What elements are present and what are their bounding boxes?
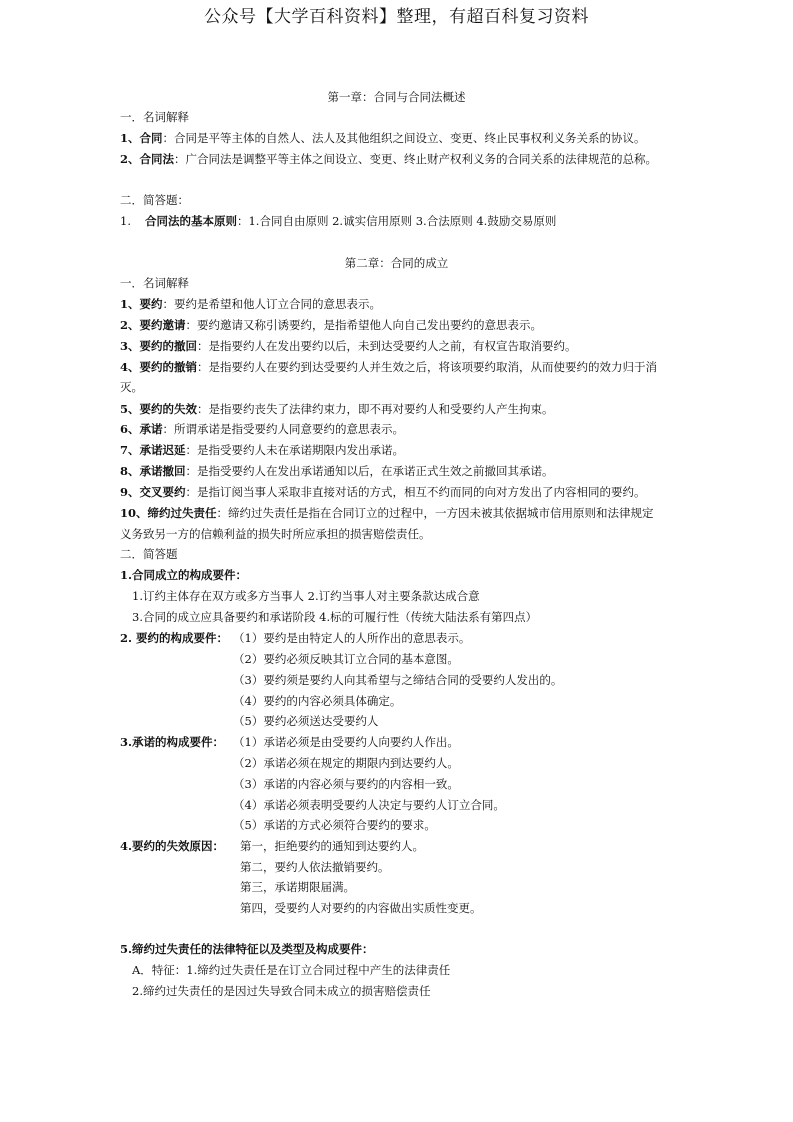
ch2-term-6 [120,421,404,437]
question-answer: ：1.合同自由原则 2.诚实信用原则 3.合法原则 4.鼓励交易原则 [236,214,557,228]
ch2-question-2-item: （1）要约是由特定人的人所作出的意思表示。 [233,631,471,645]
ch2-question-2-item: （2）要约必须反映其订立合同的基本意图。 [233,652,459,666]
ch2-question-3-item: （2）承诺必须在规定的期限内到达要约人。 [233,756,459,770]
term-definition: ：是指受要约人未在承诺期限内发出承诺。 [185,443,405,457]
term-definition: ：是指订阅当事人采取非直接对话的方式，相互不约而同的向对方发出了内容相同的要约。 [185,485,646,499]
term-definition: ：所谓承诺是指受要约人同意要约的意思表示。 [162,422,405,436]
ch2-question-5-line-2: 2.缔约过失责任的是因过失导致合同未成立的损害赔偿责任 [132,984,431,998]
term-definition: ：广合同法是调整平等主体之间设立、变更、终止财产权利义务的合同关系的法律规范的总称。 [174,152,658,166]
term-definition: ：是指要约丧失了法律约束力，即不再对要约人和受要约人产生拘束。 [197,402,554,416]
term-definition: ：合同是平等主体的自然人、法人及其他组织之间设立、变更、终止民事权利义务关系的协议。 [162,131,646,145]
ch1-section-questions: 二．简答题： [120,193,189,207]
chapter-2-title: 第二章：合同的成立 [344,256,449,270]
ch2-question-4-title [120,838,224,854]
ch2-question-3-item: （5）承诺的方式必须符合要约的要求。 [233,818,436,832]
term-label: 2、要约邀请 [120,318,186,332]
term-definition: ：是指要约人在发出要约以后，未到达受要约人之前，有权宣告取消要约。 [197,339,577,353]
ch2-question-5-line-1: A．特征：1.缔约过失责任是在订立合同过程中产生的法律责任 [132,963,451,977]
ch2-question-1-line-2: 3.合同的成立应具备要约和承诺阶段 4.标的可履行性（传统大陆法系有第四点） [132,610,538,624]
ch2-term-10-continued: 义务致另一方的信赖利益的损失时所应承担的损害赔偿责任。 [120,527,431,541]
term-label: 8、承诺撤回 [120,464,186,478]
ch2-question-4-item: 第一，拒绝要约的通知到达要约人。 [240,839,424,853]
ch2-question-2-item: （5）要约必须送达受要约人 [233,714,379,728]
ch2-term-10 [120,505,654,521]
question-title: 5.缔约过失责任的法律特征以及类型及构成要件： [120,942,374,956]
ch2-term-4-continued: 灭。 [120,380,143,394]
term-label: 9、交叉要约 [120,485,186,499]
term-label: 1、合同 [120,131,163,145]
question-title: 4.要约的失效原因： [120,839,225,853]
ch2-question-4-item: 第三，承诺期限届满。 [240,880,355,894]
term-label: 7、承诺迟延 [120,443,186,457]
term-label: 2、合同法 [120,152,175,166]
term-label: 5、要约的失效 [120,402,198,416]
ch2-term-5 [120,401,554,417]
ch2-question-2-title [120,630,228,646]
term-label: 4、要约的撤销 [120,360,198,374]
ch2-term-8 [120,463,554,479]
question-title: 3.承诺的构成要件： [120,735,225,749]
ch2-question-3-item: （3）承诺的内容必须与要约的内容相一致。 [233,777,459,791]
ch1-term-1 [120,130,646,146]
ch1-term-2 [120,151,657,167]
question-title: 2. 要约的构成要件： [120,631,229,645]
ch2-term-7 [120,442,404,458]
ch2-section-terms: 一．名词解释 [120,276,189,290]
ch2-term-4 [120,359,657,375]
term-definition: ：要约是希望和他人订立合同的意思表示。 [162,297,382,311]
ch2-term-1 [120,296,381,312]
ch2-question-1-line-1: 1.订约主体存在双方或多方当事人 2.订约当事人对主要条款达成合意 [132,589,480,603]
page-header: 公众号【大学百科资料】整理，有超百科复习资料 [204,7,589,27]
term-definition: ：是指要约人在要约到达受要约人并生效之后，将该项要约取消，从而使要约的效力归于消 [197,360,658,374]
ch1-section-terms: 一．名词解释 [120,110,189,124]
ch2-question-1-title [120,567,247,583]
ch2-question-4-item: 第四，受要约人对要约的内容做出实质性变更。 [240,901,482,915]
ch2-term-2 [120,317,542,333]
ch2-section-questions: 二．简答题 [120,547,178,561]
term-definition: ：缔约过失责任是指在合同订立的过程中，一方因未被其依据城市信用原则和法律规定 [216,506,654,520]
term-label: 6、承诺 [120,422,163,436]
ch2-question-5-title [120,941,374,957]
question-number: 1. [120,214,131,228]
chapter-1-title: 第一章：合同与合同法概述 [327,90,466,104]
term-definition: ：是指受要约人在发出承诺通知以后，在承诺正式生效之前撤回其承诺。 [185,464,554,478]
ch2-question-2-item: （4）要约的内容必须具体确定。 [233,694,402,708]
term-label: 3、要约的撤回 [120,339,198,353]
ch2-question-3-item: （1）承诺必须是由受要约人向要约人作出。 [233,735,459,749]
term-definition: ：要约邀请又称引诱要约，是指希望他人向自己发出要约的意思表示。 [185,318,543,332]
ch2-term-9 [120,484,646,500]
ch2-term-3 [120,338,577,354]
ch2-question-3-item: （4）承诺必须表明受要约人决定与要约人订立合同。 [233,798,505,812]
ch2-question-3-title [120,734,224,750]
question-title: 合同法的基本原则 [144,214,237,228]
ch2-question-2-item: （3）要约须是要约人向其希望与之缔结合同的受要约人发出的。 [233,673,563,687]
term-label: 10、缔约过失责任 [120,506,217,520]
question-title: 1.合同成立的构成要件： [120,568,248,582]
term-label: 1、要约 [120,297,163,311]
ch1-question-1 [120,213,556,229]
ch2-question-4-item: 第二，要约人依法撤销要约。 [240,860,390,874]
